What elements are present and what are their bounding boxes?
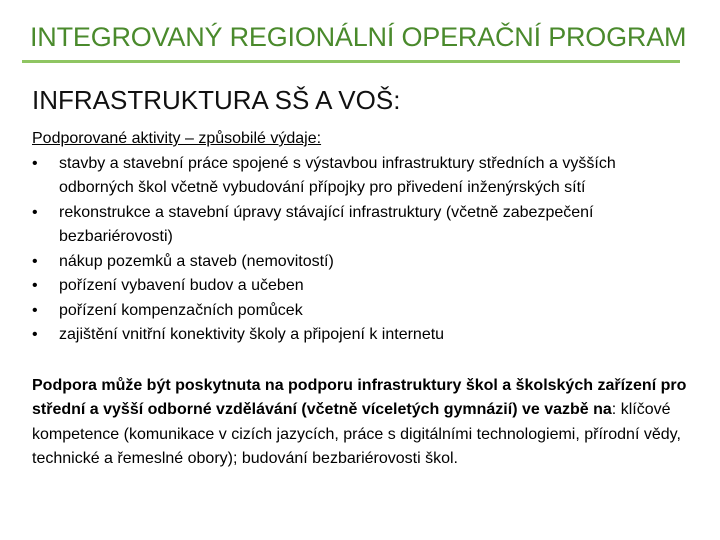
list-item bbox=[32, 323, 692, 348]
header-divider bbox=[22, 60, 680, 63]
content-body bbox=[32, 127, 692, 472]
bullet-icon: • bbox=[32, 252, 38, 270]
list-item bbox=[32, 250, 692, 275]
list-item bbox=[32, 152, 692, 201]
list-item-text: stavby a stavební práce spojené s výstavbou infrastruktury středních a vyšších odborných škol včetně vybudování přípojky pro přivedení inženýrských sítí bbox=[59, 154, 616, 196]
list-item bbox=[32, 299, 692, 324]
support-note-bold: Podpora může být poskytnuta na podporu infrastruktury škol a školských zařízení pro střední a vyšší odborné vzdělávání (včetně víceletých gymnázií) ve vazbě na bbox=[32, 376, 687, 418]
page-title: INTEGROVANÝ REGIONÁLNÍ OPERAČNÍ PROGRAM bbox=[30, 22, 687, 52]
list-item-text: zajištění vnitřní konektivity školy a připojení k internetu bbox=[59, 326, 445, 343]
bullet-icon: • bbox=[32, 203, 38, 221]
list-item bbox=[32, 201, 692, 250]
bullet-icon: • bbox=[32, 326, 38, 343]
section-heading: INFRASTRUKTURA SŠ A VOŠ: bbox=[32, 85, 401, 115]
support-note bbox=[32, 374, 692, 472]
bullet-icon: • bbox=[32, 301, 38, 319]
list-item-text: rekonstrukce a stavební úpravy stávající infrastruktury (včetně zabezpečení bezbariérovosti) bbox=[59, 203, 594, 245]
bullet-icon: • bbox=[32, 154, 38, 172]
activities-list bbox=[32, 152, 692, 348]
list-item-text: pořízení kompenzačních pomůcek bbox=[59, 301, 303, 319]
activities-intro: Podporované aktivity – způsobilé výdaje: bbox=[32, 130, 322, 147]
list-item-text: nákup pozemků a staveb (nemovitostí) bbox=[59, 252, 334, 270]
support-note-text: : klíčové kompetence (komunikace v cizích jazycích, práce s digitálními technologiemi, přírodní vědy, technické a řemeslné obory); budování bezbariérovosti škol. bbox=[32, 401, 681, 467]
list-item bbox=[32, 274, 692, 299]
list-item-text: pořízení vybavení budov a učeben bbox=[59, 277, 304, 294]
bullet-icon: • bbox=[32, 277, 38, 294]
